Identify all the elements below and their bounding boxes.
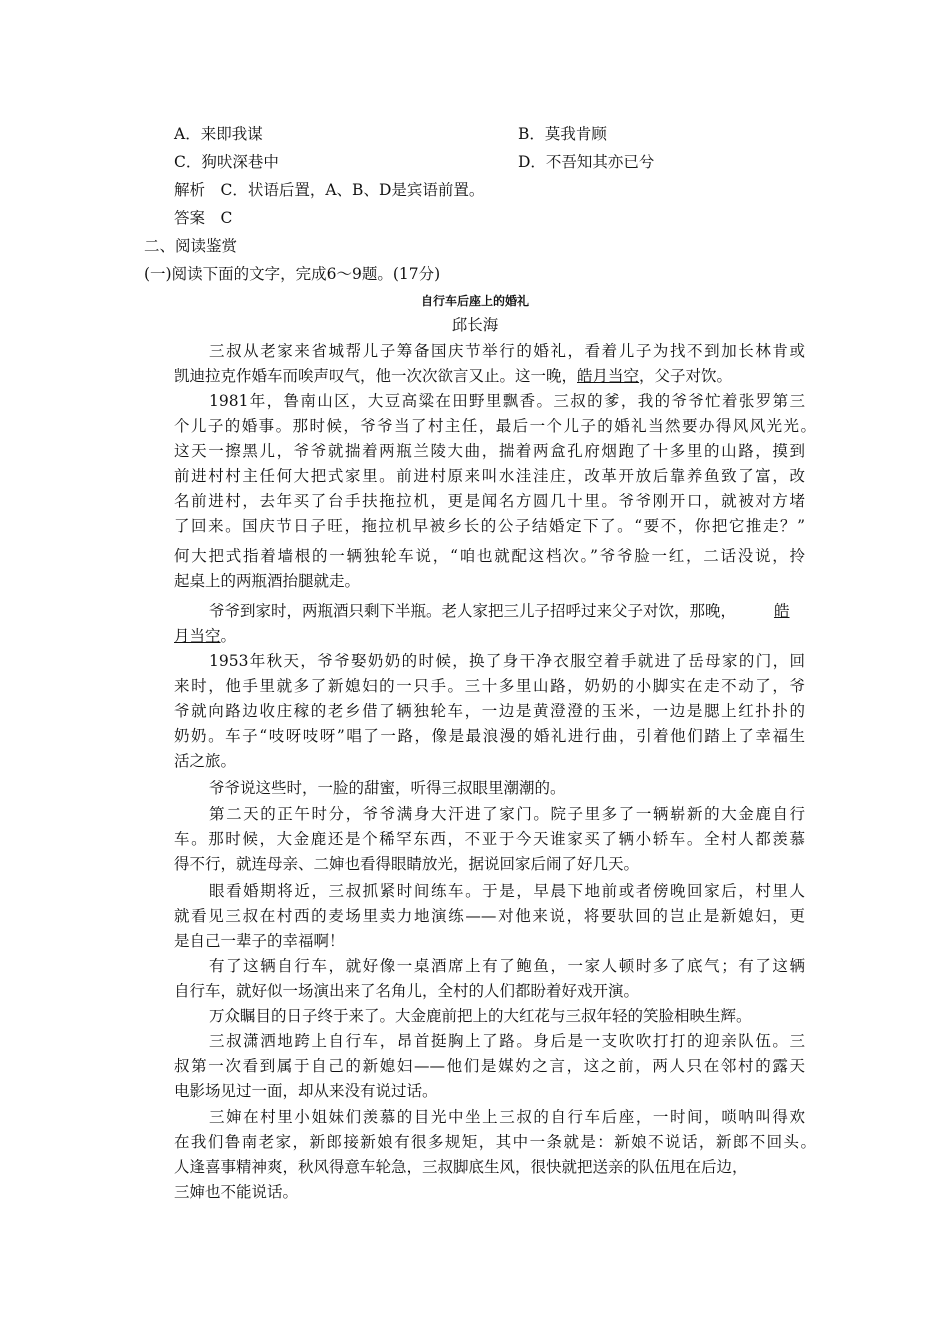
text-line: 在我们鲁南老家，新郎接新娘有很多规矩，其中一条就是：新娘不说话，新郎不回头。	[174, 1133, 816, 1151]
text-line: 三叔潇洒地跨上自行车，昂首挺胸上了路。身后是一支吹吹打打的迎亲队伍。三	[209, 1032, 805, 1050]
article-title: 自行车后座上的婚礼	[420, 294, 529, 308]
text-span: 爷爷到家时，两瓶酒只剩下半瓶。老人家把三儿子招呼过来父子对饮，那晚，	[209, 602, 737, 620]
text-line: 自行车，就好似一场演出来了名角儿，全村的人们都盼着好戏开演。	[174, 982, 640, 1000]
text-line: 了回来。国庆节日子旺，拖拉机早被乡长的公子结婚定下了。“要不，你把它推走？”	[174, 517, 805, 535]
text-line: 1981年，鲁南山区，大豆高粱在田野里飘香。三叔的爹，我的爷爷忙着张罗第三	[209, 392, 805, 410]
text-line: 个儿子的婚事。那时候，爷爷当了村主任，最后一个儿子的婚礼当然要办得风风光光。	[174, 417, 816, 435]
text-line: 爷爷说这些时，一脸的甜蜜，听得三叔眼里潮潮的。	[209, 779, 566, 797]
text-line: 爷就向路边收庄稼的老乡借了辆独轮车，一边是黄澄澄的玉米，一边是腮上红扑扑的	[174, 702, 805, 720]
text-line: 万众瞩目的日子终于来了。大金鹿前把上的大红花与三叔年轻的笑脸相映生辉。	[209, 1007, 752, 1025]
text-line: 前进村村主任何大把式家里。前进村原来叫水洼洼庄，改革开放后靠养鱼致了富，改	[174, 467, 805, 485]
text-line	[209, 600, 790, 622]
option-b: B．莫我肯顾	[518, 125, 607, 143]
option-c: C．狗吠深巷中	[174, 153, 279, 171]
text-line: 叔第一次看到属于自己的新媳妇——他们是媒妁之言，这之前，两人只在邻村的露天	[174, 1057, 805, 1075]
analysis-text: 解析 C．状语后置，A、B、D是宾语前置。	[174, 181, 485, 199]
text-span: ，父子对饮。	[639, 367, 733, 385]
underlined-phrase: 月当空	[174, 627, 221, 645]
section-heading: 二、阅读鉴赏	[144, 237, 238, 255]
text-line: 电影场见过一面，却从来没有说过话。	[174, 1082, 438, 1100]
text-line: 第二天的正午时分，爷爷满身大汗进了家门。院子里多了一辆崭新的大金鹿自行	[209, 805, 805, 823]
text-line: 车。那时候，大金鹿还是个稀罕东西，不亚于今天谁家买了辆小轿车。全村人都羡慕	[174, 830, 805, 848]
text-line	[174, 365, 732, 387]
text-line: 是自己一辈子的幸福啊！	[174, 932, 345, 950]
text-span: 凯迪拉克作婚车而唉声叹气，他一次次欲言又止。这一晚，	[174, 367, 578, 385]
text-line: 这天一擦黑儿，爷爷就揣着两瓶兰陵大曲，揣着两盒孔府烟跑了十多里的山路，摸到	[174, 442, 805, 460]
text-line: 何大把式指着墙根的一辆独轮车说，“咱也就配这档次。”爷爷脸一红，二话没说，拎	[174, 547, 805, 565]
subsection-instruction: (一)阅读下面的文字，完成6～9题。(17分)	[144, 265, 441, 283]
text-span: 。	[220, 627, 237, 645]
article-author: 邱长海	[451, 316, 499, 334]
text-line: 1953年秋天，爷爷娶奶奶的时候，换了身干净衣服空着手就进了岳母家的门，回	[209, 652, 805, 670]
option-a: A．来即我谋	[174, 125, 263, 143]
text-line: 就看见三叔在村西的麦场里卖力地演练——对他来说，将要驮回的岂止是新媳妇，更	[174, 907, 805, 925]
underlined-phrase: 皓月当空	[577, 367, 640, 385]
text-line: 眼看婚期将近，三叔抓紧时间练车。于是，早晨下地前或者傍晚回家后，村里人	[209, 882, 805, 900]
text-line: 来时，他手里就多了新媳妇的一只手。三十多里山路，奶奶的小脚实在走不动了，爷	[174, 677, 805, 695]
text-line: 三婶在村里小姐妹们羡慕的目光中坐上三叔的自行车后座，一时间，唢呐叫得欢	[209, 1108, 805, 1126]
text-line: 三叔从老家来省城帮儿子筹备国庆节举行的婚礼，看着儿子为找不到加长林肯或	[209, 342, 805, 360]
text-line: 起桌上的两瓶酒抬腿就走。	[174, 572, 361, 590]
text-line: 名前进村，去年买了台手扶拖拉机，更是闻名方圆几十里。爷爷刚开口，就被对方堵	[174, 492, 805, 510]
underlined-phrase: 皓	[774, 602, 790, 620]
option-d: D．不吾知其亦已兮	[518, 153, 655, 171]
answer-text: 答案 C	[174, 209, 233, 227]
text-line: 奶奶。车子“吱呀吱呀”唱了一路，像是最浪漫的婚礼进行曲，引着他们踏上了幸福生	[174, 727, 805, 745]
text-line	[174, 625, 236, 647]
text-line: 有了这辆自行车，就好像一桌酒席上有了鲍鱼，一家人顿时多了底气；有了这辆	[209, 957, 805, 975]
text-line: 三婶也不能说话。	[174, 1183, 299, 1201]
text-line: 人逢喜事精神爽，秋风得意车轮急，三叔脚底生风，很快就把送亲的队伍甩在后边，	[174, 1158, 748, 1176]
text-line: 活之旅。	[174, 752, 237, 770]
text-line: 得不行，就连母亲、二婶也看得眼睛放光，据说回家后闹了好几天。	[174, 855, 640, 873]
